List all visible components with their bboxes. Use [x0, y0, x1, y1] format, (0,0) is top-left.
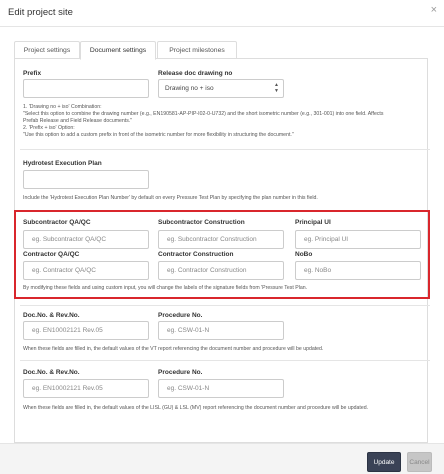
tab-bar: [14, 41, 428, 59]
release-select-value: Drawing no + iso: [165, 85, 214, 92]
select-arrows-icon: ▲ ▼: [274, 82, 279, 94]
release-note-5: "Use this option to add a custom prefix in front of the isometric number for more flexibility in structuring the document.": [23, 132, 294, 138]
tab-project-settings[interactable]: Project settings: [14, 41, 80, 59]
principal-input[interactable]: [295, 230, 421, 249]
modal-title: Edit project site: [8, 7, 73, 18]
lsl-doc-label: Doc.No. & Rev.No.: [23, 369, 80, 376]
vt-procedure-input[interactable]: [158, 321, 284, 340]
hydrotest-note: Include the 'Hydrotest Execution Plan Number' by default on every Pressure Test Plan by specifying the plan number in this field.: [23, 195, 318, 201]
release-select[interactable]: [158, 79, 284, 98]
vt-doc-input[interactable]: [23, 321, 149, 340]
contractor-qa-label: Contractor QA/QC: [23, 251, 80, 258]
hydrotest-input[interactable]: [23, 170, 149, 189]
lsl-doc-input[interactable]: [23, 379, 149, 398]
release-label: Release doc drawing no: [158, 70, 233, 77]
principal-label: Principal UI: [295, 219, 331, 226]
vt-doc-label: Doc.No. & Rev.No.: [23, 312, 80, 319]
tab-project-milestones[interactable]: Project milestones: [157, 41, 237, 59]
tab-document-settings[interactable]: Document settings: [80, 41, 156, 60]
lsl-note: When these fields are filled in, the default values of the LISL (GU) & LSL (MV) report referencing the document number and procedure will be updated.: [23, 405, 369, 411]
hydrotest-label: Hydrotest Execution Plan: [23, 160, 102, 167]
cancel-button[interactable]: Cancel: [407, 452, 432, 472]
lsl-procedure-input[interactable]: [158, 379, 284, 398]
modal-header: [0, 0, 444, 27]
close-icon[interactable]: ×: [430, 4, 437, 16]
modal-footer: [0, 443, 444, 474]
divider: [20, 305, 430, 306]
sub-qa-input[interactable]: [23, 230, 149, 249]
divider: [20, 360, 430, 361]
release-note-4: 2. 'Prefix + iso' Option:: [23, 125, 75, 131]
release-note-2: "Select this option to combine the drawing number (e.g., EN190581-AP-PIP-I02-0-U732) and the short isometric number (e.g., 301-001) into one field. Affects: [23, 111, 384, 117]
lsl-procedure-label: Procedure No.: [158, 369, 203, 376]
release-note-1: 1. 'Drawing no + iso' Combination:: [23, 104, 102, 110]
nobo-label: NoBo: [295, 251, 313, 258]
nobo-input[interactable]: [295, 261, 421, 280]
prefix-label: Prefix: [23, 70, 42, 77]
prefix-input[interactable]: [23, 79, 149, 98]
release-note-3: Prefab Release and Field Release documents.": [23, 118, 133, 124]
sub-construction-label: Subcontractor Construction: [158, 219, 245, 226]
contractor-qa-input[interactable]: [23, 261, 149, 280]
divider: [20, 149, 430, 150]
signatures-note: By modifying these fields and using custom input, you will change the labels of the signature fields from 'Pressure Test Plan.: [23, 285, 308, 291]
vt-procedure-label: Procedure No.: [158, 312, 203, 319]
contractor-construction-label: Contractor Construction: [158, 251, 234, 258]
contractor-construction-input[interactable]: [158, 261, 284, 280]
sub-qa-label: Subcontractor QA/QC: [23, 219, 91, 226]
vt-note: When these fields are filled in, the default values of the VT report referencing the document number and procedure will be updated.: [23, 346, 324, 352]
sub-construction-input[interactable]: [158, 230, 284, 249]
update-button[interactable]: Update: [367, 452, 401, 472]
